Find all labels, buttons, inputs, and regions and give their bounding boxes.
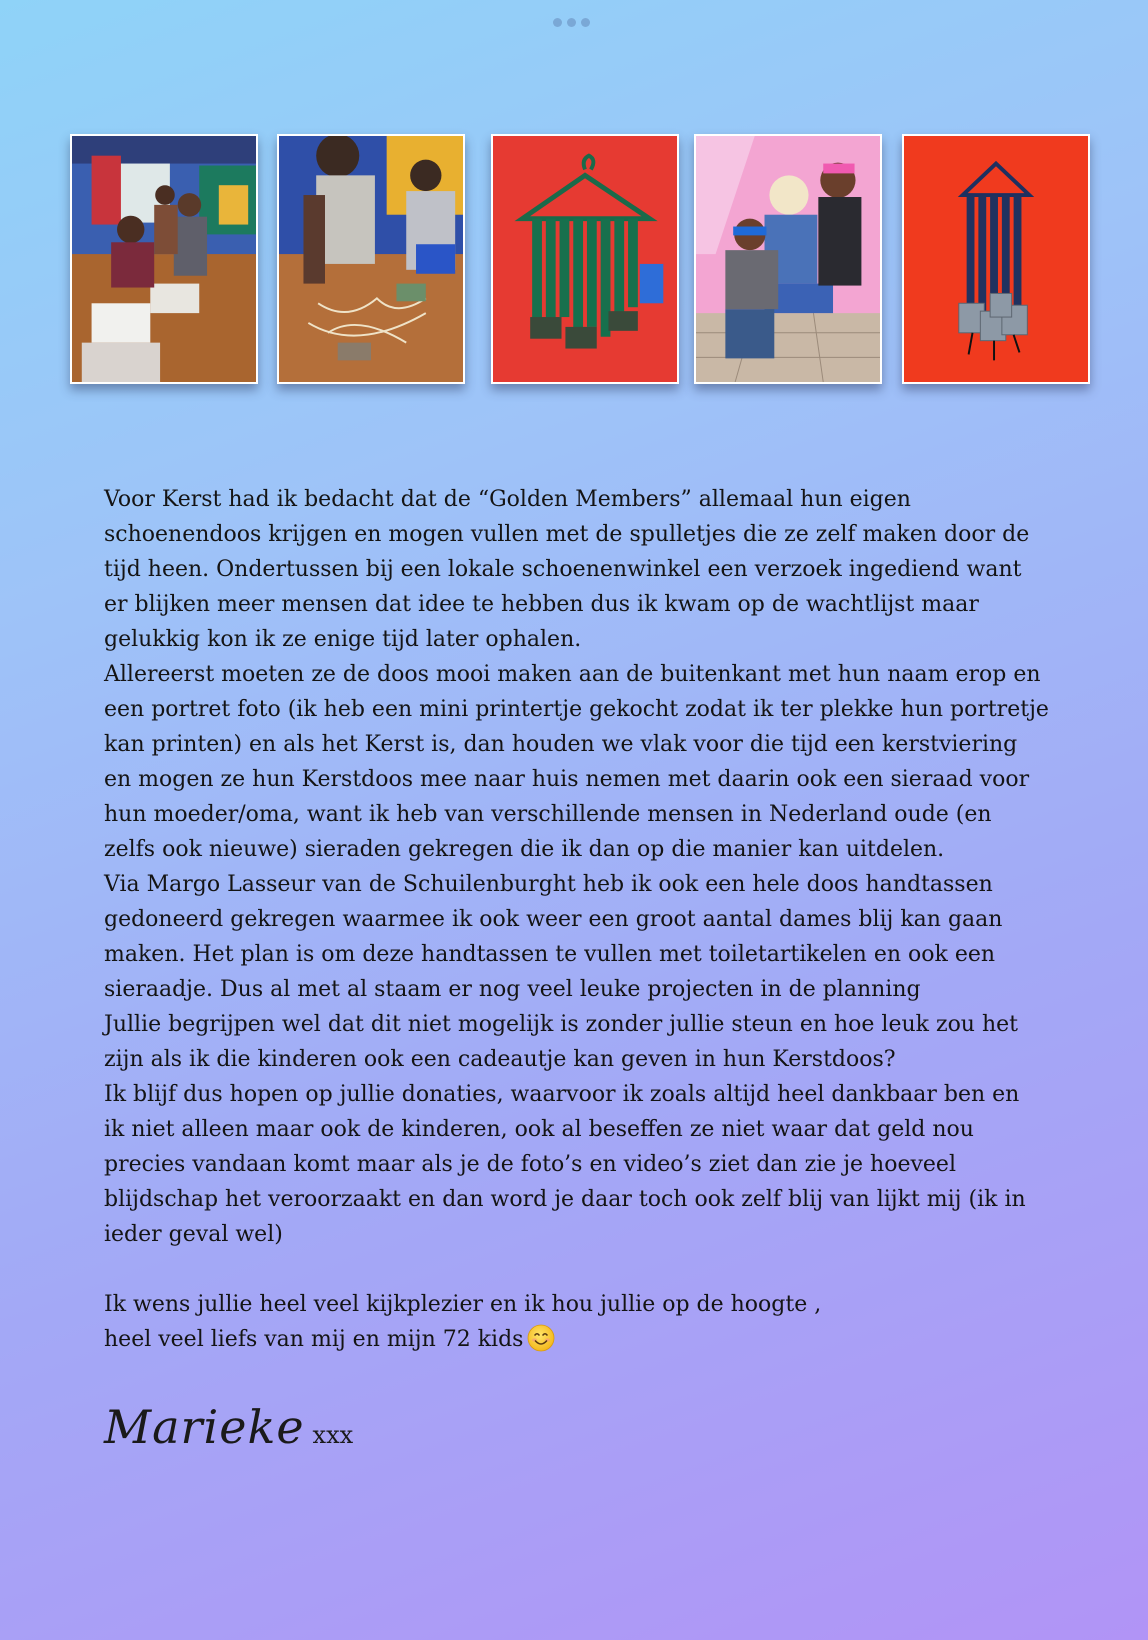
photo-classroom-table[interactable] [70, 134, 258, 384]
body-line: Voor Kerst had ik bedacht dat de “Golden Members” allemaal hun eigen [104, 487, 911, 512]
body-line: blijdschap het veroorzaakt en dan word je daar toch ook zelf blij van lijkt mij (ik in [104, 1187, 1026, 1212]
body-line: een portret foto (ik heb een mini printertje gekocht zodat ik ter plekke hun portretje [104, 697, 1049, 722]
closing-line-2-text: heel veel liefs van mij en mijn 72 kids [104, 1327, 524, 1352]
body-line: Via Margo Lasseur van de Schuilenburght heb ik ook een hele doos handtassen [104, 872, 993, 897]
body-line: schoenendoos krijgen en mogen vullen met de spulletjes die ze zelf maken door de [104, 522, 1030, 547]
body-line: en mogen ze hun Kerstdoos mee naar huis nemen met daarin ook een sieraad voor [104, 767, 1030, 792]
body-line: zijn als ik die kinderen ook een cadeautje kan geven in hun Kerstdoos? [104, 1047, 896, 1072]
signature [104, 1400, 353, 1454]
body-line: er blijken meer mensen dat idee te hebben dus ik kwam op de wachtlijst maar [104, 592, 979, 617]
body-line: Jullie begrijpen wel dat dit niet mogelijk is zonder jullie steun en hoe leuk zou het [104, 1012, 1018, 1037]
photo-group-sunglasses[interactable] [694, 134, 882, 384]
more-dots-icon[interactable] [553, 18, 590, 27]
closing-line-1: Ik wens jullie heel veel kijkplezier en ik hou jullie op de hoogte , [104, 1292, 822, 1317]
body-line: Allereerst moeten ze de doos mooi maken aan de buitenkant met hun naam erop en [104, 662, 1041, 687]
paragraph-gap [104, 1252, 1064, 1287]
body-line: gelukkig kon ik ze enige tijd later ophalen. [104, 627, 582, 652]
closing-line-2 [104, 1322, 1064, 1357]
body-line: ieder geval wel) [104, 1222, 283, 1247]
body-line: sieraadje. Dus al met al staam er nog veel leuke projecten in de planning [104, 977, 921, 1002]
body-line: kan printen) en als het Kerst is, dan houden we vlak voor die tijd een kerstviering [104, 732, 1018, 757]
body-line: ik niet alleen maar ook de kinderen, ook al beseffen ze niet waar dat geld nou [104, 1117, 974, 1142]
smiling-face-emoji-icon [527, 1324, 555, 1352]
body-line: maken. Het plan is om deze handtassen te vullen met toiletartikelen en ook een [104, 942, 996, 967]
body-line: gedoneerd gekregen waarmee ik ook weer een groot aantal dames blij kan gaan [104, 907, 1003, 932]
body-line: precies vandaan komt maar als je de foto’s en video’s ziet dan zie je hoeveel [104, 1152, 956, 1177]
body-line: Ik blijf dus hopen op jullie donaties, waarvoor ik zoals altijd heel dankbaar ben en [104, 1082, 1020, 1107]
body-line: tijd heen. Ondertussen bij een lokale schoenenwinkel een verzoek ingediend want [104, 557, 1022, 582]
letter-body [104, 482, 1064, 1357]
photo-blue-keycords[interactable] [902, 134, 1090, 384]
body-line: zelfs ook nieuwe) sieraden gekregen die ik dan op die manier kan uitdelen. [104, 837, 945, 862]
signature-name: Marieke [104, 1400, 305, 1454]
photo-strip [70, 134, 1092, 386]
photo-kids-crafting[interactable] [277, 134, 465, 384]
photo-green-keycords[interactable] [491, 134, 679, 384]
body-line: hun moeder/oma, want ik heb van verschillende mensen in Nederland oude (en [104, 802, 992, 827]
signature-kisses: xxx [312, 1421, 354, 1449]
